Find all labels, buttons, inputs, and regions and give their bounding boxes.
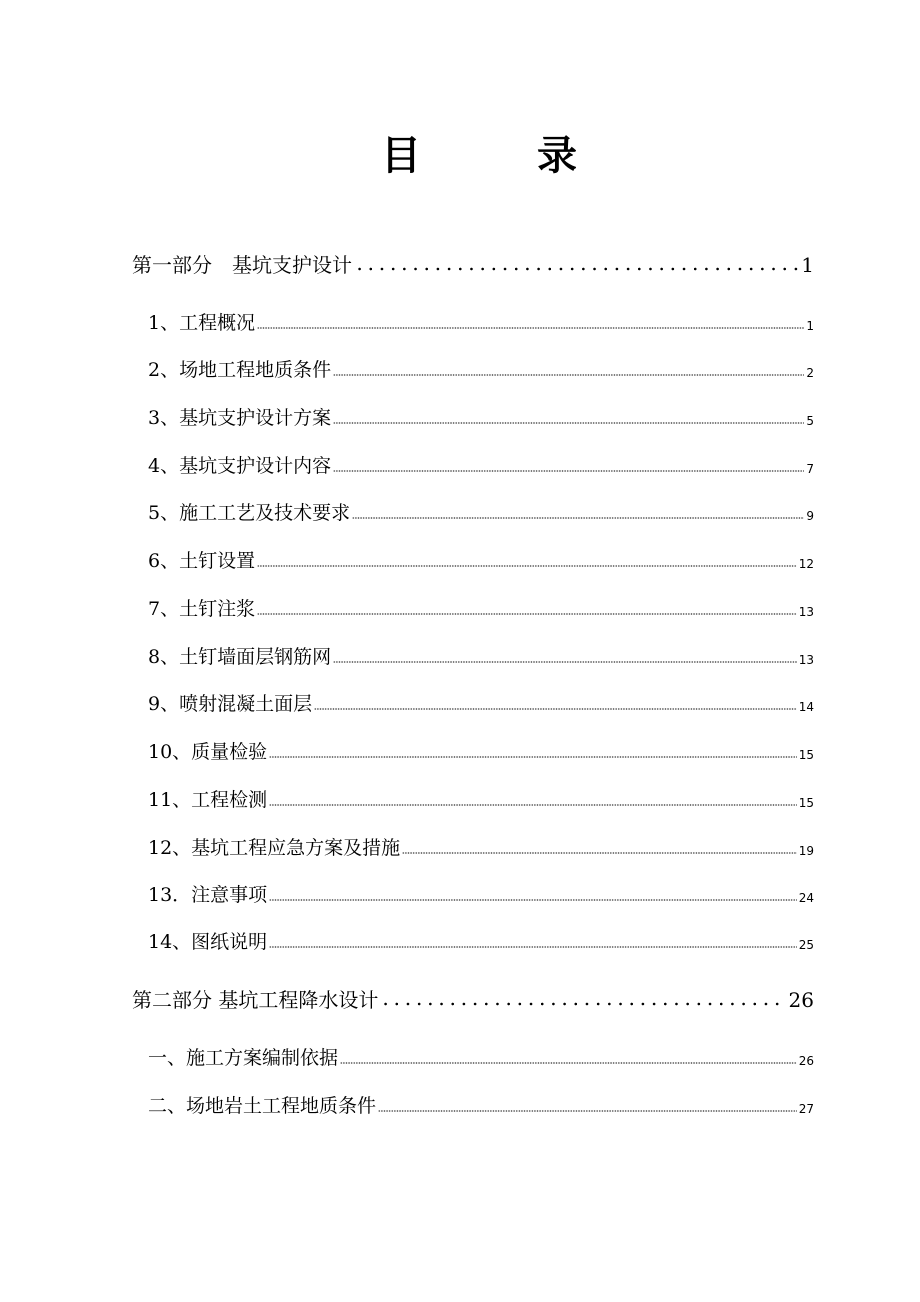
toc-entry[interactable] [148,785,814,815]
toc-entry-label: 第二部分 基坑工程降水设计 [132,988,379,1012]
toc-dot-leader [269,898,797,902]
toc-dot-leader [314,707,797,711]
toc-entry[interactable] [148,927,814,957]
toc-dot-leader [378,1109,797,1113]
toc-entry[interactable] [148,308,814,338]
toc-dot-leader [333,469,804,473]
toc-entry[interactable] [148,594,814,624]
toc-entry-label: 13．注意事项 [148,884,268,906]
toc-dot-leader [333,373,804,377]
toc-entry-label: 12、基坑工程应急方案及措施 [148,837,401,859]
toc-page-number: 24 [798,891,814,905]
toc-entry-label: 5、施工工艺及技术要求 [148,502,351,524]
toc-dot-leader [333,660,797,664]
toc-entry-label: 9、喷射混凝土面层 [148,693,313,715]
toc-entry-label: 一、施工方案编制依据 [148,1047,339,1069]
toc-page-number: 14 [798,700,814,714]
toc-page-number: 15 [798,796,814,810]
page-title: 目 录 [381,132,615,179]
toc-entry-label: 4、基坑支护设计内容 [148,455,332,477]
toc-page-number: 27 [798,1102,814,1116]
toc-entry[interactable] [148,498,814,528]
toc-entry-label: 7、土钉注浆 [148,598,256,620]
toc-dot-leader [257,564,797,568]
toc-dot-leader [257,326,804,330]
toc-dot-leader [402,851,797,855]
toc-page-number: 19 [798,844,814,858]
toc-page-number: 9 [806,509,814,523]
toc-entry-part-1[interactable] [132,250,814,280]
toc-entry[interactable] [148,546,814,576]
toc-page-number: 1 [806,319,814,333]
toc-entry[interactable] [148,737,814,767]
toc-dot-leader [352,516,804,520]
toc-page-number: 15 [798,748,814,762]
toc-dot-leader [354,265,799,273]
toc-dot-leader [380,1000,786,1008]
toc-entry-label: 6、土钉设置 [148,550,256,572]
toc-entry[interactable] [148,642,814,672]
toc-entry[interactable] [148,1091,814,1121]
toc-entry[interactable] [148,1043,814,1073]
toc-entry-label: 14、图纸说明 [148,931,268,953]
toc-dot-leader [333,421,804,425]
toc-dot-leader [340,1061,797,1065]
toc-page-number: 2 [806,366,814,380]
toc-entry-label: 11、工程检测 [148,789,268,811]
toc-dot-leader [269,945,797,949]
toc-entry[interactable] [148,689,814,719]
toc-entry-label: 3、基坑支护设计方案 [148,407,332,429]
toc-entry-part-2[interactable] [132,985,814,1015]
toc-entry-label: 2、场地工程地质条件 [148,359,332,381]
toc-entry-label: 10、质量检验 [148,741,268,763]
toc-dot-leader [269,755,797,759]
toc-dot-leader [269,803,797,807]
toc-page-number: 5 [806,414,814,428]
toc-page-number: 26 [788,988,814,1012]
toc-entry-label: 8、土钉墙面层钢筋网 [148,646,332,668]
toc-entry-label: 第一部分 基坑支护设计 [132,253,352,277]
toc-entry[interactable] [148,833,814,863]
toc-page-number: 13 [798,605,814,619]
toc-page-number: 26 [798,1054,814,1068]
toc-entry[interactable] [148,451,814,481]
toc-entry-label: 二、场地岩土工程地质条件 [148,1095,377,1117]
toc-page-number: 1 [801,253,814,277]
toc-page-number: 13 [798,653,814,667]
toc-page-number: 12 [798,557,814,571]
toc-entry[interactable] [148,403,814,433]
toc-entry-label: 1、工程概况 [148,312,256,334]
toc-page-number: 25 [798,938,814,952]
toc-dot-leader [257,612,797,616]
toc-entry[interactable] [148,880,814,910]
toc-entry[interactable] [148,355,814,385]
toc-page-number: 7 [806,462,814,476]
